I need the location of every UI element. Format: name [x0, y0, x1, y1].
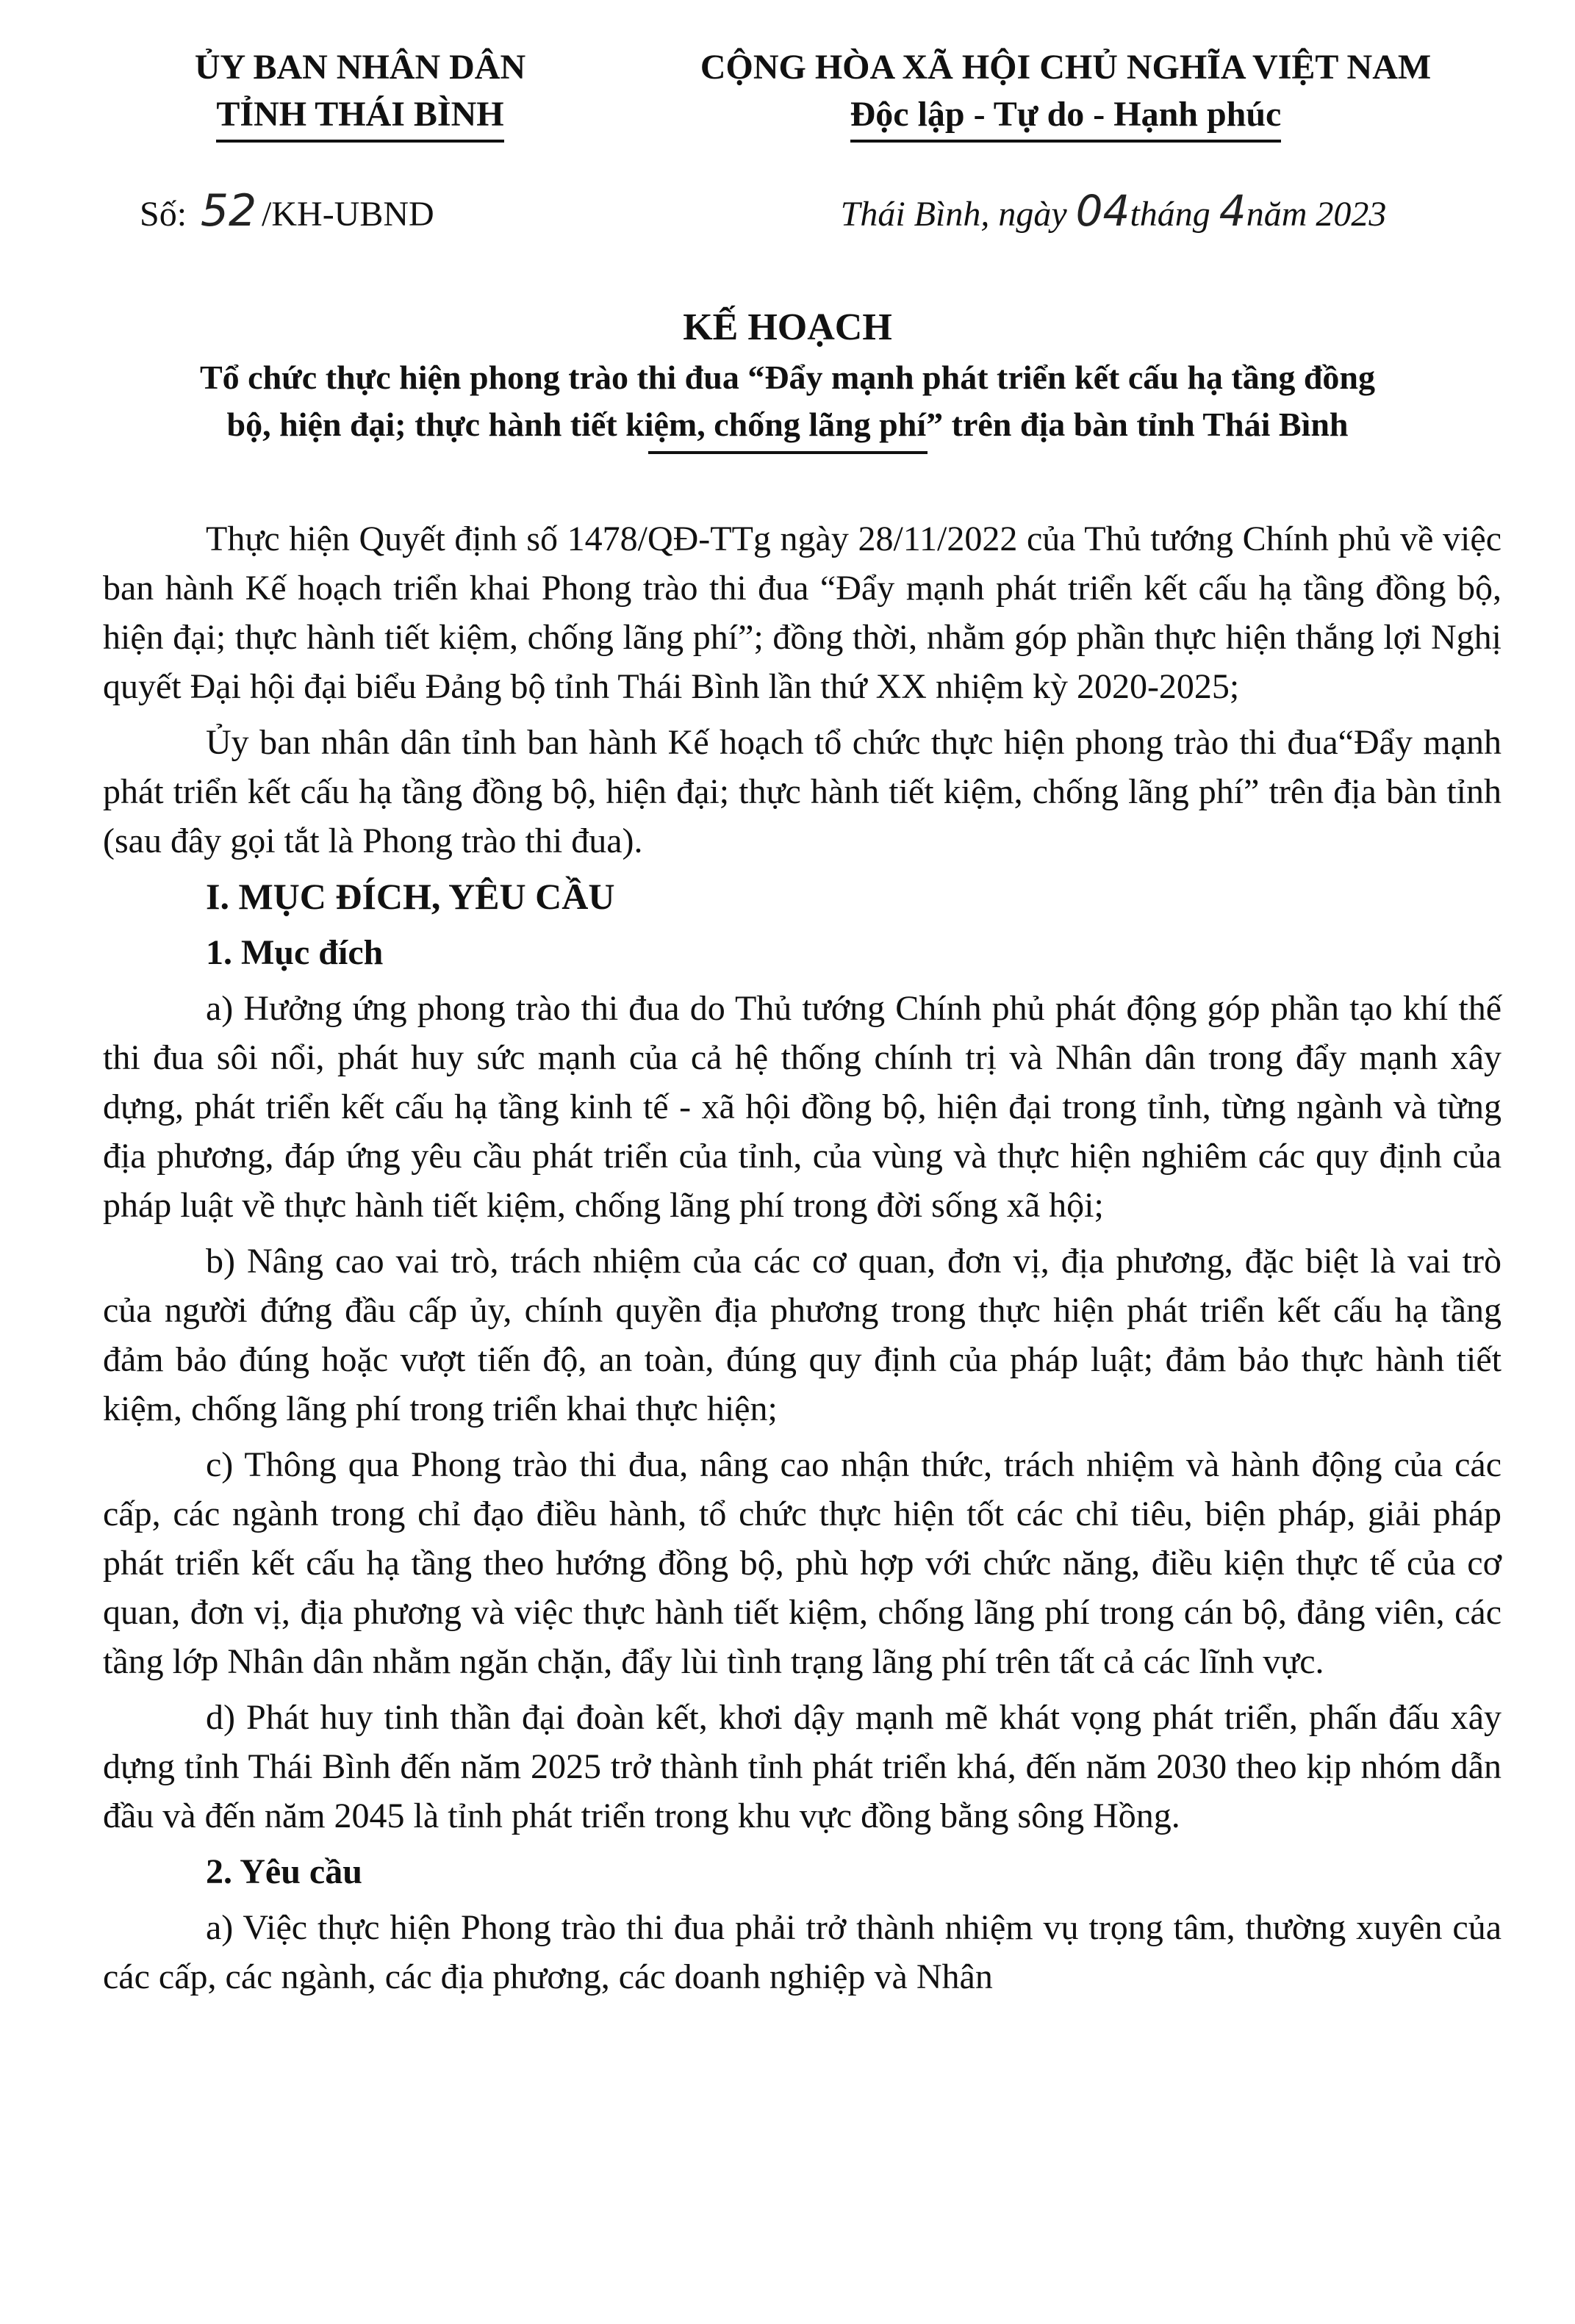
document-title [103, 301, 1472, 454]
agency-line-1: ỦY BAN NHÂN DÂN [194, 48, 526, 87]
date-line [764, 187, 1463, 238]
title-sub-line-1: Tổ chức thực hiện phong trào thi đua “Đẩy mạnh phát triển kết cấu hạ tầng đồng [200, 359, 1375, 396]
nation-name: CỘNG HÒA XÃ HỘI CHỦ NGHĨA VIỆT NAM [700, 48, 1432, 87]
date-month-handwritten: 4 [1219, 186, 1246, 236]
title-main: KẾ HOẠCH [683, 306, 892, 348]
document-header [110, 44, 1472, 154]
title-underline [648, 451, 928, 454]
date-month-label: tháng [1130, 195, 1210, 234]
intro-paragraph-1: Thực hiện Quyết định số 1478/QĐ-TTg ngày 28/11/2022 của Thủ tướng Chính phủ về việc ban hành Kế hoạch triển khai Phong trào thi đua “Đẩy mạnh phát triển kết cấu hạ tầng đồng bộ, hiện đại; thực hành tiết kiệm, chống lãng phí”; đồng thời, nhằm góp phần thực hiện thắng lợi Nghị quyết Đại hội đại biểu Đảng bộ tỉnh Thái Bình lần thứ XX nhiệm kỳ 2020-2025; [103, 519, 1502, 706]
document-number [140, 187, 434, 238]
subsection-heading-requirements: 2. Yêu cầu [206, 1852, 362, 1891]
doc-number-suffix: /KH-UBND [262, 195, 434, 234]
doc-number-prefix: Số: [140, 195, 187, 234]
intro-paragraph-2: Ủy ban nhân dân tỉnh ban hành Kế hoạch tổ chức thực hiện phong trào thi đua“Đẩy mạnh phát triển kết cấu hạ tầng đồng bộ, hiện đại; thực hành tiết kiệm, chống lãng phí” trên địa bàn tỉnh (sau đây gọi tắt là Phong trào thi đua). [103, 723, 1502, 860]
purpose-item-b: b) Nâng cao vai trò, trách nhiệm của các cơ quan, đơn vị, địa phương, đặc biệt là vai trò của người đứng đầu cấp ủy, chính quyền địa phương trong thực hiện phát triển kết cấu hạ tầng đảm bảo đúng hoặc vượt tiến độ, an toàn, đúng quy định của pháp luật; đảm bảo thực hành tiết kiệm, chống lãng phí trong triển khai thực hiện; [103, 1242, 1502, 1428]
section-heading-1: I. MỤC ĐÍCH, YÊU CẦU [206, 876, 615, 917]
requirement-item-a: a) Việc thực hiện Phong trào thi đua phải trở thành nhiệm vụ trọng tâm, thường xuyên của các cấp, các ngành, các địa phương, các doanh nghiệp và Nhân [103, 1908, 1502, 1996]
subsection-heading-purpose: 1. Mục đích [206, 933, 384, 972]
date-place: Thái Bình, ngày [840, 195, 1067, 234]
date-year: năm 2023 [1246, 195, 1387, 234]
title-sub-line-2: bộ, hiện đại; thực hành tiết kiệm, chống lãng phí” trên địa bàn tỉnh Thái Bình [226, 406, 1349, 443]
agency-line-2: TỈNH THÁI BÌNH [216, 91, 503, 143]
document-body [103, 514, 1502, 2008]
nation-motto: Độc lập - Tự do - Hạnh phúc [850, 91, 1282, 143]
date-day-handwritten: 04 [1075, 186, 1130, 236]
national-motto [617, 44, 1514, 143]
purpose-item-d: d) Phát huy tinh thần đại đoàn kết, khơi dậy mạnh mẽ khát vọng phát triển, phấn đấu xây dựng tỉnh Thái Bình đến năm 2025 trở thành tỉnh phát triển khá, đến năm 2030 theo kịp nhóm dẫn đầu và đến năm 2045 là tỉnh phát triển trong khu vực đồng bằng sông Hồng. [103, 1698, 1502, 1835]
issuing-agency [132, 44, 588, 143]
doc-number-handwritten: 52 [200, 185, 257, 237]
purpose-item-a: a) Hưởng ứng phong trào thi đua do Thủ tướng Chính phủ phát động góp phần tạo khí thế thi đua sôi nổi, phát huy sức mạnh của cả hệ thống chính trị và Nhân dân trong đẩy mạnh xây dựng, phát triển kết cấu hạ tầng kinh tế - xã hội đồng bộ, hiện đại trong tỉnh, từng ngành và từng địa phương, đáp ứng yêu cầu phát triển của tỉnh, của vùng và thực hiện nghiêm các quy định của pháp luật về thực hành tiết kiệm, chống lãng phí trong đời sống xã hội; [103, 989, 1502, 1225]
purpose-item-c: c) Thông qua Phong trào thi đua, nâng cao nhận thức, trách nhiệm và hành động của các cấp, các ngành trong chỉ đạo điều hành, tổ chức thực hiện tốt các chỉ tiêu, biện pháp, giải pháp phát triển kết cấu hạ tầng theo hướng đồng bộ, phù hợp với chức năng, điều kiện thực tế của cơ quan, đơn vị, địa phương và việc thực hành tiết kiệm, chống lãng phí trong cán bộ, đảng viên, các tầng lớp Nhân dân nhằm ngăn chặn, đẩy lùi tình trạng lãng phí trên tất cả các lĩnh vực. [103, 1445, 1502, 1681]
